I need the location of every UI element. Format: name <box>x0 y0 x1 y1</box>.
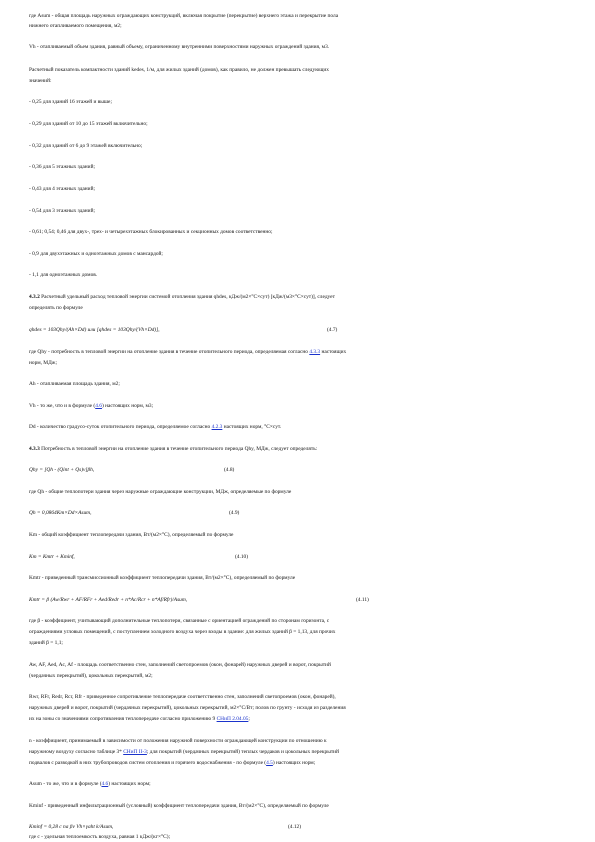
text-line: Kminf - приведенный инфильтрационный (условный) коэффициент теплопередачи здания, Вт/(м2×°С), определяемый по формуле <box>29 803 329 809</box>
text-line: (чердачных перекрытий), цокольных перекрытий, м2; <box>29 673 153 679</box>
text-segment: ) настоящих норм; <box>108 781 151 787</box>
formula-number: (4.9) <box>229 510 240 516</box>
formula-number: (4.11) <box>356 597 369 603</box>
list-item: - 0,54 для 3 этажных зданий; <box>29 208 95 214</box>
text-line: ограждениями угловых помещений, с поступлением холодного воздуха через входы в здание: для жилых зданий β = 1,13, для прочих <box>29 629 336 635</box>
text-segment: их на зоны со значениями сопротивления теплопередаче согласно приложению 9 <box>29 716 217 722</box>
text-line: Km - общий коэффициент теплопередачи здания, Вт/(м2×°С), определяемый по формуле <box>29 532 234 538</box>
list-item: - 0,43 для 4 этажных зданий; <box>29 186 95 192</box>
formula-number: (4.7) <box>327 327 338 333</box>
list-item: - 0,29 для зданий от 10 до 15 этажей включительно; <box>29 121 148 127</box>
text-line: наружных дверей и ворот, покрытий (чердачных перекрытий), цокольных перекрытий, м2×°С/Вт; полов по грунту - исходя из разделения <box>29 705 346 711</box>
link-formula-4-6[interactable]: 4.6 <box>95 403 102 409</box>
link-formula-4-6[interactable]: 4.6 <box>101 781 109 787</box>
text-line: где Qh - общие теплопотери здания через наружные ограждающие конструкции, МДж, определяемые по формуле <box>29 489 292 495</box>
text-line <box>29 714 567 726</box>
text-segment: настоящих норм, °С×сут. <box>222 424 282 430</box>
formula <box>29 508 567 520</box>
formula-text: Km = Kmtr + Kminf, <box>29 554 75 560</box>
clause-number: 4.3.2 <box>29 294 40 300</box>
formula-text: Qhy = [Qh - (Qint + Qs)ν]βh, <box>29 467 95 473</box>
text-line: Aw, AF, Aed, Ac, Af - площадь соответственно стен, заполнений светопроемов (окон, фонарей) наружных дверей и ворот, покрытий <box>29 662 331 668</box>
list-item: - 0,32 для зданий от 6 до 9 этажей включительно; <box>29 143 143 149</box>
formula-number: (4.12) <box>288 824 302 830</box>
formula <box>29 552 567 564</box>
clause-text: Потребность в тепловой энергии на отопление здания в течение отопительного периода Qhy, МДж, следует определять: <box>39 446 318 452</box>
text-segment: наружному воздуху согласно таблице 3* <box>29 749 124 755</box>
text-line: определять по формуле <box>29 305 83 311</box>
text-line: норм, МДж; <box>29 360 57 366</box>
clause-4-3-3 <box>29 444 567 456</box>
link-clause-4-2-3[interactable]: 4.2.3 <box>211 424 223 430</box>
text-line: Kmtr - приведенный трансмиссионный коэффициент теплопередачи здания, Вт/(м2×°С), определяемый по формуле <box>29 575 296 581</box>
formula <box>29 595 567 607</box>
text-segment: где Qhy - потребность в тепловой энергии на отопление здания в течение отопительного периода, определяемая согласно <box>29 349 310 355</box>
list-item: - 0,61; 0,54; 0,46 для двух-, трех- и четырехэтажных блокированных и секционных домов соответственно; <box>29 229 273 235</box>
list-item: - 0,36 для 5 этажных зданий; <box>29 164 95 170</box>
text-line <box>29 347 567 359</box>
formula-number: (4.8) <box>224 467 235 473</box>
list-item: - 0,9 для двухэтажных и одноэтажных домов с мансардой; <box>29 251 163 257</box>
text-line: Ah - отапливаемая площадь здания, м2; <box>29 381 120 387</box>
text-segment: Dd - количество градусо-суток отопительного периода, определяемое согласно <box>29 424 212 430</box>
text-segment: настоящих <box>320 349 347 355</box>
text-segment: Asum - то же, что и в формуле ( <box>29 781 102 787</box>
text-segment: ; <box>248 716 250 722</box>
text-segment: подвалов с разводкой в них трубопроводов систем отопления и горячего водоснабжения - по формуле ( <box>29 760 267 766</box>
formula-number: (4.10) <box>235 554 249 560</box>
text-line <box>29 401 567 413</box>
text-line: где Аsum - общая площадь наружных ограждающих конструкций, включая покрытие (перекрытие) верхнего этажа и перекрытие пола <box>29 13 339 19</box>
link-snip-ii-3[interactable]: СНиП II-3 <box>123 749 147 755</box>
formula-text: Kmtr = β (Aw/Rwr + AF/RFr + Aed/Redr + n*Ac/Rcr + n*Af/Rfr)/Asum, <box>29 597 188 603</box>
text-line: где β - коэффициент, учитывающий дополнительные теплопотери, связанные с ориентацией ограждений по сторонам горизонта, с <box>29 618 330 624</box>
link-formula-4-5[interactable]: 4.5 <box>266 760 273 766</box>
text-line <box>29 747 567 759</box>
text-line: n - коэффициент, принимаемый в зависимости от положения наружной поверхности ограждающей конструкции по отношению к <box>29 738 327 744</box>
clause-number: 4.3.3 <box>29 446 40 452</box>
link-snip-2-04-05[interactable]: СНиП 2.04.05 <box>216 716 249 722</box>
text-line: Rwr, RFr, Redr, Rcr, Rfr - приведенное сопротивление теплопередаче соответственно стен, заполнений светопроемов (окон, фонарей), <box>29 694 336 700</box>
formula <box>29 325 567 337</box>
text-line <box>29 422 567 434</box>
text-line <box>29 779 567 791</box>
text-segment: ) настоящих норм; <box>272 760 316 766</box>
clause-text: Расчетный удельный расход тепловой энергии системой отопления здания qhdes, кДж/(м2×°С×сут) [кДж/(м3×°С×сут)], следует <box>39 294 335 300</box>
text-line <box>29 758 567 770</box>
formula-text: qhdes = 103Qhy/(Ah×Dd) или [qhdes = 103Qhy/(Vh×Dd)], <box>29 327 160 333</box>
formula-text: Kminf = 0,28 с na βν Vh×γaht k/Asum, <box>29 824 114 830</box>
text-line: зданий β = 1,1; <box>29 640 63 646</box>
clause-4-3-2 <box>29 292 567 304</box>
text-line: где с - удельная теплоемкость воздуха, равная 1 кДж/(кг×°С); <box>29 834 171 840</box>
text-line: нижнего отапливаемого помещения, м2; <box>29 23 122 29</box>
list-item: - 1,1 для одноэтажных домов. <box>29 272 98 278</box>
list-item: - 0,25 для зданий 16 этажей и выше; <box>29 99 112 105</box>
link-clause-4-3-3[interactable]: 4.3.3 <box>309 349 321 355</box>
text-segment: ; для покрытий (чердачных перекрытий) теплых чердаков и цокольных перекрытий <box>146 749 339 755</box>
formula-text: Qh = 0,0864Km×Dd×Asum, <box>29 510 92 516</box>
formula <box>29 465 567 477</box>
text-line: Vh - отапливаемый объем здания, равный объему, ограниченному внутренними поверхностями наружных ограждений здания, м3. <box>29 44 330 50</box>
text-line: значений: <box>29 78 52 84</box>
text-segment: ) настоящих норм, м3; <box>101 403 154 409</box>
text-segment: Vh - то же, что и в формуле ( <box>29 403 96 409</box>
text-line: Расчетный показатель компактности зданий kedes, 1/м, для жилых зданий (домов), как правило, не должен превышать следующих <box>29 67 329 73</box>
